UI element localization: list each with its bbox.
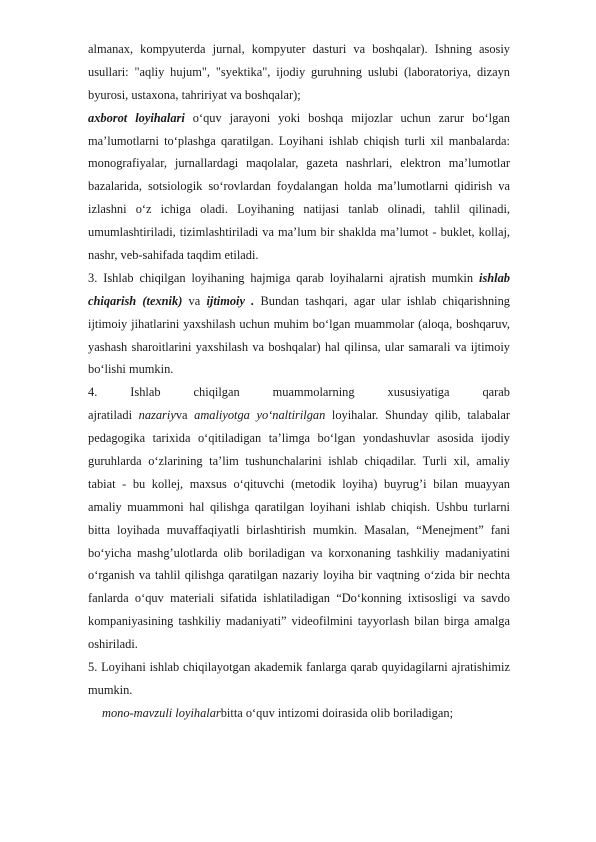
bold-italic-term: axborot loyihalari <box>88 110 193 125</box>
bold-italic-term: ishlab <box>479 270 510 285</box>
bold-italic-term: ijtimoiy . <box>206 293 255 308</box>
text-line <box>88 84 510 107</box>
text-line <box>88 427 510 450</box>
text-run: bo‘lishi mumkin. <box>88 362 174 377</box>
text-line <box>88 198 510 221</box>
text-line <box>88 587 510 610</box>
text-run: amaliy muammoni hal qilishga qaratilgan loyihani ishlab chiqish. Ushbu turlarni <box>88 499 510 514</box>
text-run: mumkin. <box>88 682 133 697</box>
text-run: ijtimoiy jihatlarini yaxshilash uchun muhim bo‘lgan muammolar (aloqa, boshqaruv, <box>88 316 510 331</box>
text-run: va <box>182 293 207 308</box>
text-run: tabiat - bu kollej, maxsus o‘qituvchi (metodik loyiha) buyrug’i bilan muayyan <box>88 476 510 491</box>
text-run: umumlashtiriladi, tizimlashtiriladi va ma’lum bir shaklda ma’lumot - buklet, kollaj, <box>88 225 510 240</box>
text-line <box>88 473 510 496</box>
text-line <box>88 633 510 656</box>
text-run: pedagogika tarixida o‘qitiladigan ta’limga bo‘lgan yondashuvlar asosida ijodiy <box>88 431 510 446</box>
text-run: nashr, veb-sahifada taqdim etiladi. <box>88 248 259 263</box>
text-run: bo‘yicha mashg’ulotlarda olib boriladigan va korxonaning tashkiliy madaniyatini <box>88 545 510 560</box>
text-line <box>88 107 510 130</box>
text-run: 5. Loyihani ishlab chiqilayotgan akademik fanlarga qarab quyidagilarni ajratishimiz <box>88 660 510 675</box>
text-run: yashash sharoitlarini yaxshilash va boshqalar) hal qilinsa, ular samarali va ijtimoiy <box>88 339 510 354</box>
italic-term: mono-mavzuli loyihalar <box>102 705 221 720</box>
text-run: 4. Ishlab chiqilgan muammolarning xususiyatiga qarab <box>88 385 510 400</box>
text-run: almanax, kompyuterda jurnal, kompyuter dasturi va boshqalar). Ishning asosiy <box>88 42 510 56</box>
text-line <box>88 221 510 244</box>
text-line <box>88 313 510 336</box>
text-line <box>88 656 510 679</box>
text-run: ajratiladi <box>88 408 139 423</box>
text-run: ma’lumotlarni to‘plashga qaratilgan. Loyihani ishlab chiqish turli xil manbalarda: <box>88 133 510 148</box>
text-line <box>88 519 510 542</box>
text-line <box>88 381 510 404</box>
text-run: o‘rganish va tahlil qilishga qaratilgan nazariy loyiha bir vaqtning o‘zida bir nechta <box>88 568 510 583</box>
text-run: va <box>175 408 195 423</box>
text-line <box>88 702 510 725</box>
text-run: bitta o‘quv intizomi doirasida olib boriladigan; <box>220 705 454 720</box>
text-run: o‘quv jarayoni yoki boshqa mijozlar uchun zarur bo‘lgan <box>192 110 510 125</box>
text-line <box>88 496 510 519</box>
text-run: 3. Ishlab chiqilgan loyihaning hajmiga qarab loyihalarni ajratish mumkin <box>88 270 479 285</box>
text-run: monografiyalar, jurnallardagi maqolalar, gazeta nashrlari, elektron ma’lumotlar <box>88 156 510 171</box>
text-line <box>88 38 510 61</box>
italic-term: nazariy <box>138 408 176 423</box>
text-run: fanlarda o‘quv materiali sifatida ishlatiladigan “Do‘konning ixtisosligi va savdo <box>88 591 510 606</box>
document-page <box>88 38 510 725</box>
text-run: Bundan tashqari, agar ular ishlab chiqarishning <box>254 293 510 308</box>
text-run: loyihalar. Shunday qilib, talabalar <box>325 408 510 423</box>
text-line <box>88 61 510 84</box>
bold-italic-term: chiqarish (texnik) <box>88 293 183 308</box>
text-line <box>88 542 510 565</box>
text-line <box>88 404 510 427</box>
text-line <box>88 267 510 290</box>
text-run: usullari: "aqliy hujum", "syektika", ijodiy guruhning uslubi (laboratoriya, dizayn <box>88 64 510 79</box>
text-line <box>88 450 510 473</box>
text-run: byurosi, ustaxona, tahririyat va boshqalar); <box>88 87 301 102</box>
text-run: izlashni o‘z ichiga oladi. Loyihaning natijasi tanlab olinadi, tahlil qilinadi, <box>88 202 510 217</box>
text-line <box>88 244 510 267</box>
text-line <box>88 175 510 198</box>
text-line <box>88 564 510 587</box>
text-run: guruhlarda o‘zlarining ta’lim tushunchalarini ishlab chiqadilar. Turli xil, amaliy <box>88 454 510 469</box>
text-line <box>88 290 510 313</box>
text-line <box>88 358 510 381</box>
text-line <box>88 336 510 359</box>
italic-term: amaliyotga yo‘naltirilgan <box>194 408 326 423</box>
text-run: kompaniyasining tashkiliy madaniyati” videofilmini tayyorlash bilan birga amalga <box>88 614 510 629</box>
text-run: bazalarida, sotsiologik so‘rovlardan foydalangan holda ma’lumotlarni qidirish va <box>88 179 510 194</box>
text-run: oshiriladi. <box>88 637 138 652</box>
text-run: bitta loyihada muvaffaqiyatli birlashtirish mumkin. Masalan, “Menejment” fani <box>88 522 510 537</box>
text-line <box>88 610 510 633</box>
text-line <box>88 130 510 153</box>
text-line <box>88 152 510 175</box>
text-line <box>88 679 510 702</box>
